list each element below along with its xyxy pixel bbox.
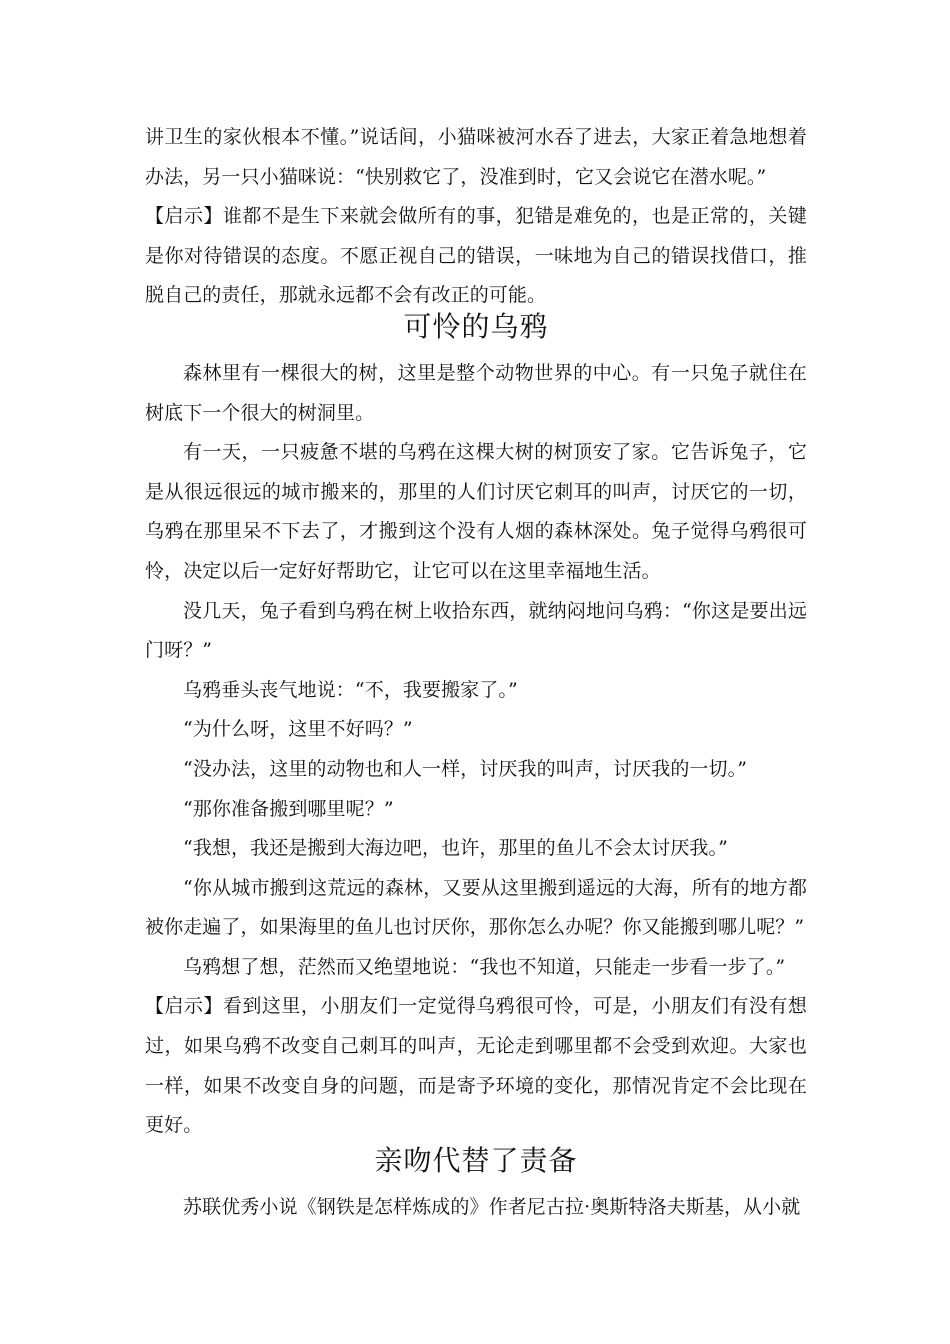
story1-paragraph: 森林里有一棵很大的树，这里是整个动物世界的中心。有一只兔子就住在树底下一个很大的树洞里。 bbox=[145, 361, 807, 424]
moral-paragraph-1: 【启示】谁都不是生下来就会做所有的事，犯错是难免的，也是正常的，关键是你对待错误的态度。不愿正视自己的错误，一味地为自己的错误找借口，推脱自己的责任，那就永远都不会有改正的可能。 bbox=[145, 205, 807, 307]
story2-paragraph: 苏联优秀小说《钢铁是怎样炼成的》作者尼古拉·奥斯特洛夫斯基，从小就 bbox=[183, 1195, 801, 1218]
document-page bbox=[145, 118, 807, 1227]
story1-paragraph: “那你准备搬到哪里呢？” bbox=[183, 797, 394, 820]
story1-paragraph: “没办法，这里的动物也和人一样，讨厌我的叫声，讨厌我的一切。” bbox=[183, 757, 748, 780]
story1-paragraph: “你从城市搬到这荒远的森林，又要从这里搬到遥远的大海，所有的地方都被你走遍了，如果海里的鱼儿也讨厌你，那你怎么办呢？你又能搬到哪儿呢？” bbox=[145, 876, 807, 939]
story1-paragraph: 没几天，兔子看到乌鸦在树上收拾东西，就纳闷地问乌鸦：“你这是要出远门呀？” bbox=[145, 599, 807, 662]
story-title-crow: 可怜的乌鸦 bbox=[403, 309, 549, 343]
story1-paragraph: “我想，我还是搬到大海边吧，也许，那里的鱼儿不会太讨厌我。” bbox=[183, 837, 728, 860]
moral-paragraph-2: 【启示】看到这里，小朋友们一定觉得乌鸦很可怜，可是，小朋友们有没有想过，如果乌鸦不改变自己刺耳的叫声，无论走到哪里都不会受到欢迎。大家也一样，如果不改变自身的问题，而是寄予环境的变化，那情况肯定不会比现在更好。 bbox=[145, 995, 807, 1137]
story-title-kiss: 亲吻代替了责备 bbox=[374, 1143, 578, 1177]
story1-paragraph: 乌鸦想了想，茫然而又绝望地说：“我也不知道，只能走一步看一步了。” bbox=[183, 955, 786, 978]
story1-paragraph: 乌鸦垂头丧气地说：“不，我要搬家了。” bbox=[183, 678, 518, 701]
paragraph-top-1: 讲卫生的家伙根本不懂。”说话间，小猫咪被河水吞了进去，大家正着急地想着办法，另一只小猫咪说：“快别救它了，没准到时，它又会说它在潜水呢。” bbox=[145, 126, 807, 188]
story1-paragraph: “为什么呀，这里不好吗？” bbox=[183, 718, 413, 741]
story1-paragraph: 有一天，一只疲惫不堪的乌鸦在这棵大树的树顶安了家。它告诉兔子，它是从很远很远的城市搬来的，那里的人们讨厌它刺耳的叫声，讨厌它的一切，乌鸦在那里呆不下去了，才搬到这个没有人烟的森林深处。兔子觉得乌鸦很可怜，决定以后一定好好帮助它，让它可以在这里幸福地生活。 bbox=[145, 441, 807, 582]
